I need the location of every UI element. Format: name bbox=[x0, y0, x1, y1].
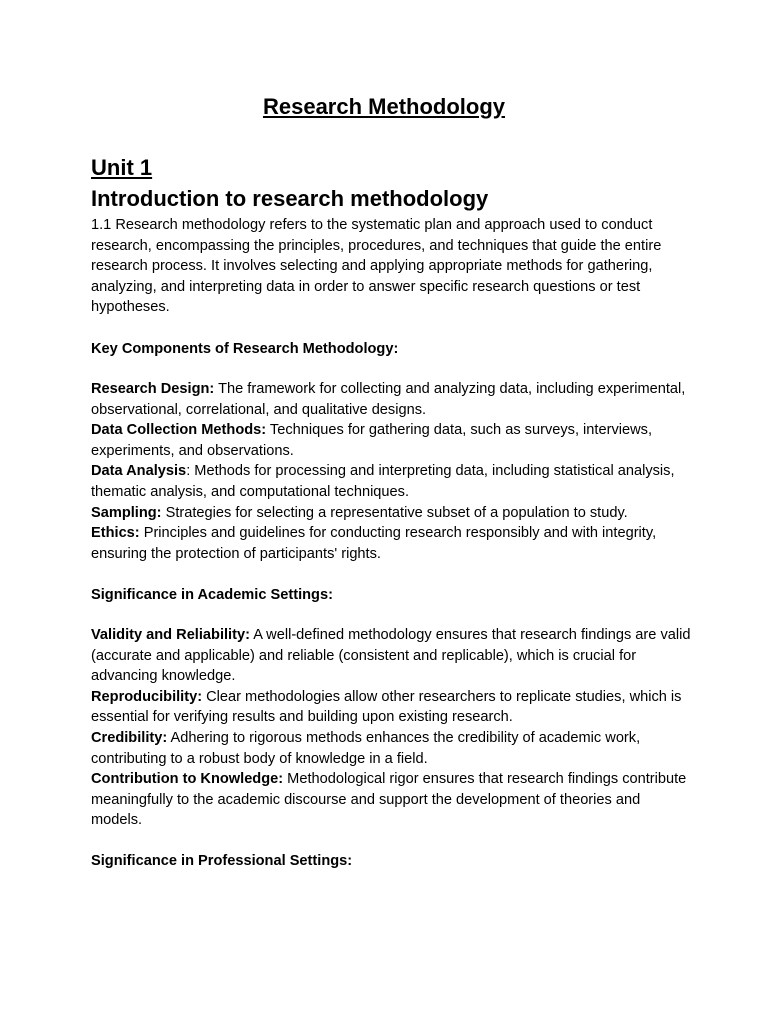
component-item bbox=[91, 379, 691, 420]
component-item bbox=[91, 503, 691, 524]
unit-heading: Unit 1 bbox=[91, 155, 153, 180]
component-term: Data Analysis bbox=[91, 463, 187, 480]
academic-description: Adhering to rigorous methods enhances the credibility of academic work, contributing to a robust body of knowledge in a field. bbox=[91, 729, 641, 767]
component-description: Strategies for selecting a representative subset of a population to study. bbox=[161, 504, 628, 521]
component-term: Sampling: bbox=[91, 504, 162, 521]
key-components-heading: Key Components of Research Methodology: bbox=[91, 341, 399, 357]
component-term: Data Collection Methods: bbox=[91, 422, 267, 439]
document-title: Research Methodology bbox=[262, 94, 506, 119]
component-item bbox=[91, 420, 691, 461]
academic-item bbox=[91, 625, 691, 687]
component-item bbox=[91, 461, 691, 502]
academic-term: Contribution to Knowledge: bbox=[91, 771, 284, 788]
academic-significance-list bbox=[91, 625, 691, 831]
academic-term: Validity and Reliability: bbox=[91, 627, 250, 643]
academic-item bbox=[91, 769, 691, 831]
component-item bbox=[91, 523, 691, 564]
section-heading: Introduction to research methodology bbox=[91, 186, 489, 211]
intro-paragraph: 1.1 Research methodology refers to the systematic plan and approach used to conduct research, encompassing the principles, procedures, and techniques that guide the entire research process. It involves selecting and applying appropriate methods for gathering, analyzing, and interpreting data in order to answer specific research questions or test hypotheses. bbox=[91, 217, 662, 316]
academic-description: Clear methodologies allow other researchers to replicate studies, which is essential for verifying results and building upon existing research. bbox=[91, 688, 682, 726]
academic-item bbox=[91, 728, 691, 769]
academic-description: A well-defined methodology ensures that research findings are valid (accurate and applicable) and reliable (consistent and replicable), which is crucial for advancing knowledge. bbox=[91, 627, 691, 685]
academic-term: Credibility: bbox=[91, 729, 168, 746]
component-term: Ethics: bbox=[91, 525, 140, 542]
component-term: Research Design: bbox=[91, 381, 215, 397]
academic-significance-heading: Significance in Academic Settings: bbox=[91, 587, 333, 603]
component-description: Techniques for gathering data, such as surveys, interviews, experiments, and observations. bbox=[91, 422, 652, 459]
component-description: Principles and guidelines for conducting research responsibly and with integrity, ensuring the protection of participants' rights. bbox=[91, 525, 657, 562]
academic-term: Reproducibility: bbox=[91, 688, 203, 705]
academic-description: Methodological rigor ensures that research findings contribute meaningfully to the academic discourse and support the development of theories and models. bbox=[91, 771, 687, 829]
key-components-list bbox=[91, 379, 691, 564]
academic-item bbox=[91, 687, 691, 728]
professional-significance-heading: Significance in Professional Settings: bbox=[91, 853, 353, 869]
component-description: The framework for collecting and analyzing data, including experimental, observational, correlational, and qualitative designs. bbox=[91, 381, 686, 418]
component-description: : Methods for processing and interpreting data, including statistical analysis, thematic analysis, and computational techniques. bbox=[91, 463, 675, 500]
